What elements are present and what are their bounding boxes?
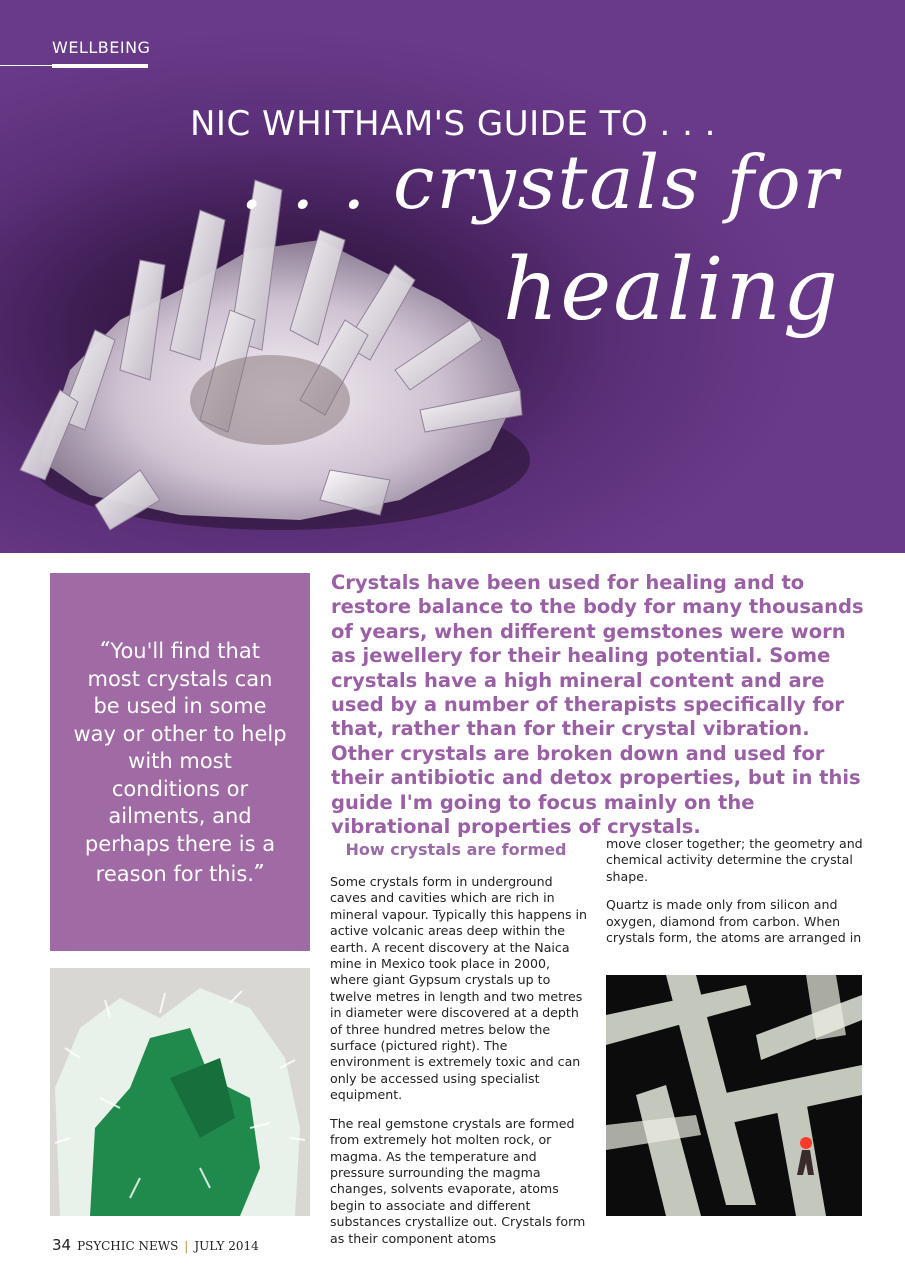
- publication-name: PSYCHIC NEWS: [77, 1239, 179, 1253]
- pull-quote-text: You'll find that most crystals can be used in some way or other to help with most conditions or ailments, and perhaps there is a reason for this.: [73, 639, 287, 887]
- issue-date: JULY 2014: [194, 1239, 259, 1253]
- body-paragraph: The real gemstone crystals are formed from extremely hot molten rock, or magma. As the temperature and pressure surrounding the magma changes, solvents evaporate, atoms begin to associate and different substances crystallize out. Crystals form as their component atoms: [330, 1115, 586, 1246]
- body-paragraph: Some crystals form in underground caves and cavities which are rich in mineral vapour. Typically this happens in active volcanic areas deep within the earth. A recent discovery at the Naica mine in Mexico took place in 2000, where giant Gypsum crystals up to twelve metres in length and two metres in diameter were discovered at a depth of three hundred metres below the surface (pictured right). The environment is extremely toxic and can only be accessed using specialist equipment.: [330, 874, 587, 1103]
- section-label: WELLBEING: [52, 38, 151, 57]
- footer-separator: |: [184, 1239, 189, 1253]
- page-number: 34: [52, 1236, 72, 1254]
- script-title-line2: healing: [502, 240, 840, 340]
- green-crystal-photo: [50, 968, 310, 1216]
- section-rule: [0, 65, 52, 66]
- page-footer: [52, 1236, 259, 1254]
- hero-banner: [0, 0, 905, 553]
- section-underline: [52, 64, 148, 68]
- intro-paragraph: Crystals have been used for healing and to restore balance to the body for many thousands of years, when different gemstones were worn as jewellery for their healing potential. Some crystals have a high mineral content and are used by a number of therapists specifically for that, rather than for their crystal vibration. Other crystals are broken down and used for their antibiotic and detox properties, but in this guide I'm going to focus mainly on the vibrational properties of crystals.: [331, 571, 864, 839]
- close-quote-mark: ”: [253, 861, 265, 883]
- body-paragraph: Quartz is made only from silicon and oxygen, diamond from carbon. When crystals form, the atoms are arranged in: [606, 897, 862, 946]
- script-title-line1: . . . crystals for: [239, 140, 840, 226]
- article-column-2: [606, 836, 868, 958]
- pull-quote: [72, 635, 288, 889]
- open-quote-mark: “: [100, 638, 111, 660]
- section-subheading: How crystals are formed: [345, 840, 567, 859]
- article-column-1: [330, 874, 590, 1259]
- guide-title: NIC WHITHAM'S GUIDE TO . . .: [190, 104, 716, 144]
- body-paragraph: move closer together; the geometry and chemical activity determine the crystal shape.: [606, 836, 863, 884]
- pull-quote-box: [50, 573, 310, 951]
- script-title: [239, 110, 880, 360]
- naica-cave-photo: [606, 975, 862, 1216]
